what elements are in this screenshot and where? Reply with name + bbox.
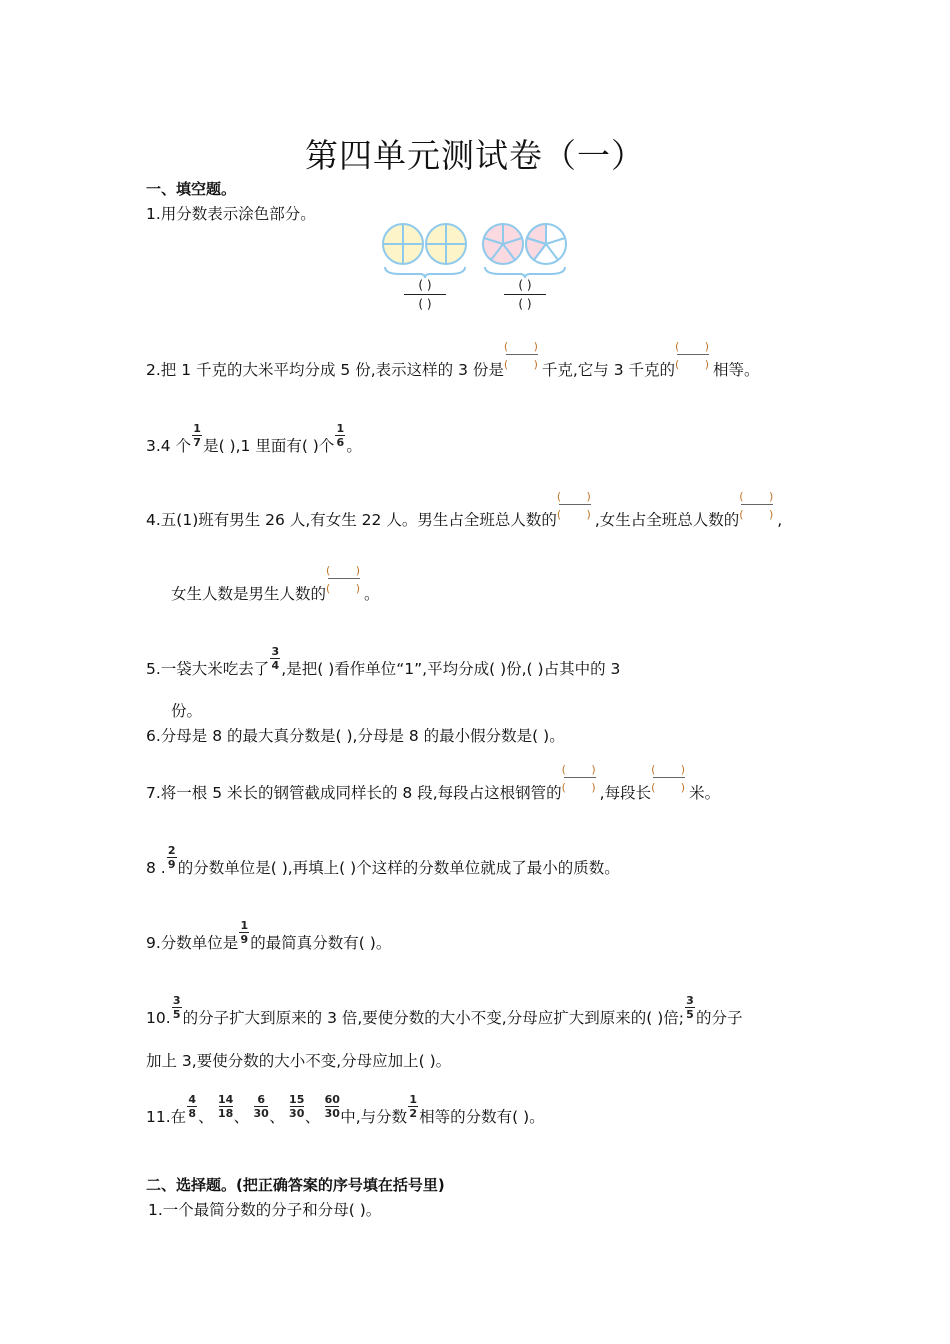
question-5-line-2: 份。 (171, 702, 203, 720)
question-11: 11.在 4 8 、 14 18 、 6 30 、 15 30 、 60 30 中,与分数 1 2 相等的分数有( )。 (146, 1093, 545, 1126)
question-10-line-2: 加上 3,要使分数的大小不变,分母应加上( )。 (146, 1052, 452, 1070)
question-5: 5.一袋大米吃去了 3 4 ,是把( )看作单位“1”,平均分成( )份,( )占其中的 3 (146, 645, 621, 678)
question-4: 4.五(1)班有男生 26 人,有女生 22 人。男生占全班总人数的 ( ) ( ) ,女生占全班总人数的 ( ) ( ) , (146, 490, 783, 529)
question-6: 6.分母是 8 的最大真分数是( ),分母是 8 的最小假分数是( )。 (146, 727, 565, 745)
page-title: 第四单元测试卷（一） (305, 136, 645, 175)
question-2: 2.把 1 千克的大米平均分成 5 份,表示这样的 3 份是 ( ) ( ) 千克,它与 3 千克的 ( ) ( ) 相等。 (146, 340, 760, 379)
question-3: 3.4 个 1 7 是( ),1 里面有( )个 1 6 。 (146, 422, 362, 455)
question-10: 10. 3 5 的分子扩大到原来的 3 倍,要使分数的大小不变,分母应扩大到原来的( )倍; 3 5 的分子 (146, 994, 743, 1027)
shaded-circles-graphic (380, 222, 580, 282)
question-8: 8 . 2 9 的分数单位是( ),再填上( )个这样的分数单位就成了最小的质数。 (146, 844, 620, 877)
q1-answer-blank-right[interactable]: ( ) ( ) (500, 278, 550, 311)
section-heading-multiple-choice: 二、选择题。(把正确答案的序号填在括号里) (146, 1176, 445, 1194)
q1-answer-blank-left[interactable]: ( ) ( ) (400, 278, 450, 311)
choice-question-1: 1.一个最简分数的分子和分母( )。 (148, 1201, 382, 1219)
section-heading-fill-blank: 一、填空题。 (146, 180, 237, 198)
question-1: 1.用分数表示涂色部分。 (146, 205, 316, 223)
circle-figure (380, 222, 580, 286)
question-9: 9.分数单位是 1 9 的最简真分数有( )。 (146, 919, 392, 952)
question-4-line-2: 女生人数是男生人数的 ( ) ( ) 。 (171, 564, 380, 603)
question-7: 7.将一根 5 米长的钢管截成同样长的 8 段,每段占这根钢管的 ( ) ( ) ,每段长 ( ) ( ) 米。 (146, 763, 721, 802)
